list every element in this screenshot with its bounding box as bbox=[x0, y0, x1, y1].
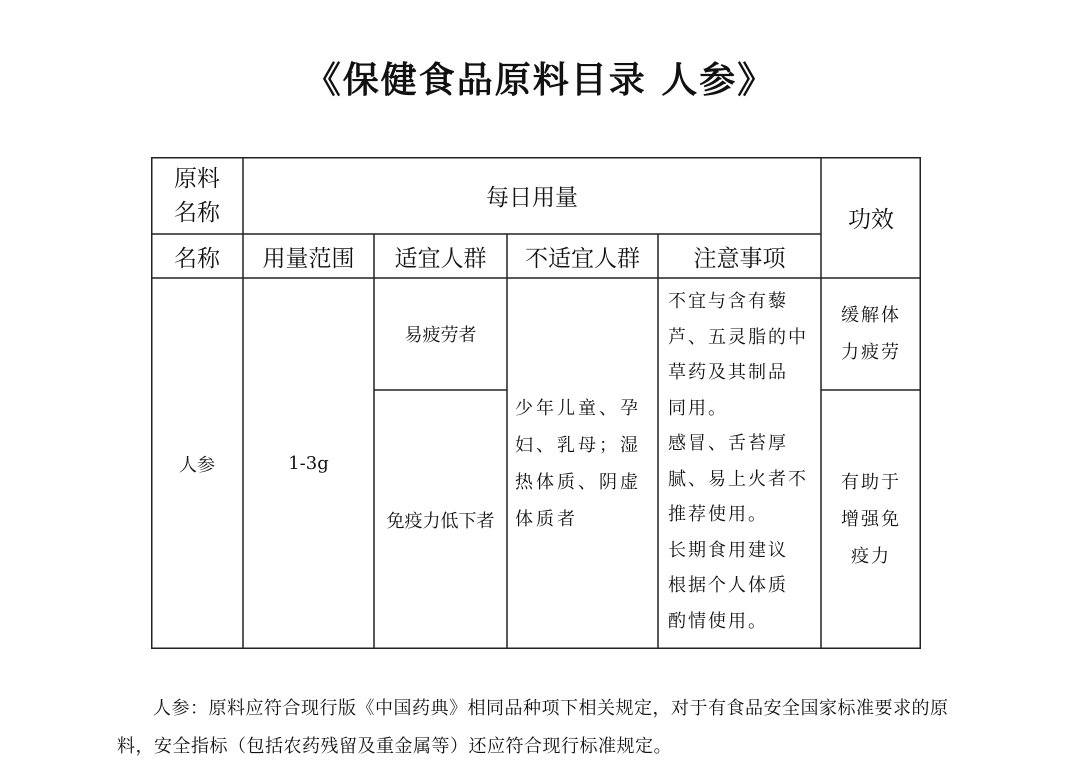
header-efficacy: 功效 bbox=[848, 207, 894, 233]
efficacy-line: 有助于 bbox=[841, 472, 901, 493]
header-unsuitable: 不适宜人群 bbox=[525, 245, 640, 272]
header-suitable: 适宜人群 bbox=[394, 245, 487, 272]
cell-notes bbox=[658, 278, 821, 649]
notes-line: 酌情使用。 bbox=[668, 610, 768, 632]
footnote: 人参：原料应符合现行版《中国药典》相同品种项下相关规定，对于有食品安全国家标准要求的原料，安全指标（包括农药残留及重金属等）还应符合现行标准规定。 bbox=[117, 698, 949, 757]
page-title: 《保健食品原料目录 人参》 bbox=[304, 59, 776, 101]
notes-line: 同用。 bbox=[668, 397, 728, 419]
notes-line: 草药及其制品 bbox=[668, 362, 788, 383]
notes-line: 不宜与含有藜 bbox=[668, 291, 788, 312]
unsuitable-line: 体质者 bbox=[515, 508, 578, 530]
notes-line: 根据个人体质 bbox=[668, 575, 788, 596]
ingredient-table bbox=[151, 157, 921, 649]
efficacy-line: 力疲劳 bbox=[841, 342, 901, 363]
notes-line: 腻、易上火者不 bbox=[668, 468, 808, 490]
cell-unsuitable bbox=[507, 278, 658, 649]
header-dose-range: 用量范围 bbox=[262, 245, 355, 272]
notes-line: 感冒、舌苔厚 bbox=[668, 433, 788, 454]
header-daily-dose: 每日用量 bbox=[486, 185, 578, 211]
unsuitable-line: 妇、乳母；湿 bbox=[515, 434, 641, 456]
cell-suitable-fatigue: 易疲劳者 bbox=[404, 325, 477, 346]
header-name: 名称 bbox=[174, 245, 220, 272]
notes-line: 长期食用建议 bbox=[668, 539, 788, 561]
notes-line: 芦、五灵脂的中 bbox=[668, 326, 808, 348]
header-raw-name bbox=[151, 157, 243, 234]
cell-dose-range: 1-3g bbox=[288, 453, 329, 474]
efficacy-line: 增强免 bbox=[841, 509, 901, 530]
cell-efficacy-immunity bbox=[821, 390, 921, 649]
notes-line: 推荐使用。 bbox=[668, 504, 768, 525]
cell-efficacy-fatigue bbox=[821, 278, 921, 390]
cell-name: 人参 bbox=[179, 454, 215, 476]
unsuitable-line: 热体质、阴虚 bbox=[515, 471, 641, 493]
efficacy-line: 缓解体 bbox=[841, 305, 901, 326]
header-raw-name-line2: 名称 bbox=[174, 199, 220, 226]
header-notes: 注意事项 bbox=[693, 245, 786, 272]
efficacy-line: 疫力 bbox=[851, 546, 891, 567]
unsuitable-line: 少年儿童、孕 bbox=[515, 397, 641, 419]
header-raw-name-line1: 原料 bbox=[174, 165, 220, 192]
cell-suitable-low-immunity: 免疫力低下者 bbox=[386, 510, 495, 532]
